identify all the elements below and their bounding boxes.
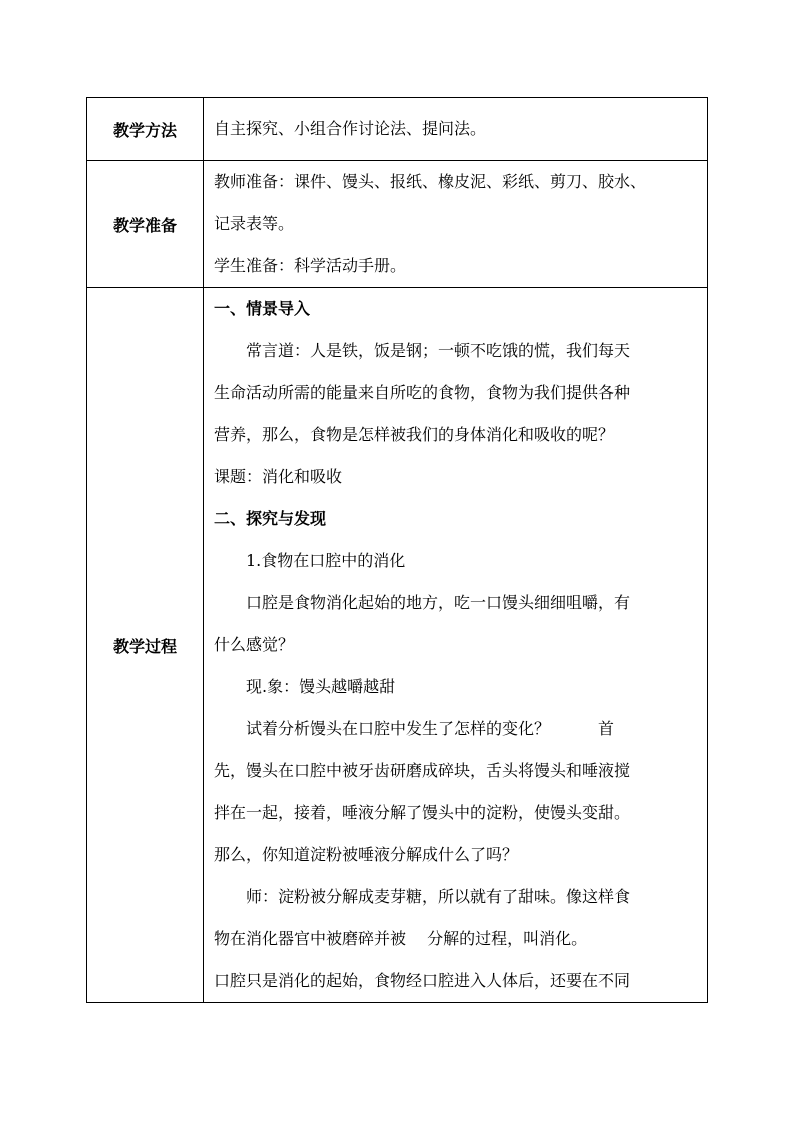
teacher-line-2: 物在消化器官中被磨碎并被 分解的过程，叫消化。	[214, 929, 588, 948]
preparation-content	[204, 161, 708, 288]
process-content	[204, 288, 708, 1003]
topic-line: 课题：消化和吸收	[214, 467, 343, 486]
section-1-heading: 一、情景导入	[214, 299, 311, 318]
method-label: 教学方法	[87, 98, 204, 161]
method-text: 自主探究、小组合作讨论法、提问法。	[214, 119, 487, 138]
preparation-label: 教学准备	[87, 161, 204, 288]
analysis-line-2: 先，馒头在口腔中被牙齿研磨成碎块，舌头将馒头和唾液搅	[214, 761, 631, 780]
teacher-prep-line-1: 教师准备：课件、馒头、报纸、橡皮泥、彩纸、剪刀、胶水、	[214, 172, 647, 191]
mouth-line-2: 什么感觉？	[214, 635, 295, 654]
student-prep: 学生准备：科学活动手册。	[214, 256, 407, 275]
section-2-heading: 二、探究与发现	[214, 509, 327, 528]
phenomenon-line: 现.象：馒头越嚼越甜	[246, 677, 396, 696]
preparation-row	[87, 161, 708, 288]
intro-line-2: 生命活动所需的能量来自所吃的食物，食物为我们提供各种	[214, 383, 631, 402]
analysis-line-3: 拌在一起，接着，唾液分解了馒头中的淀粉，使馒头变甜。	[214, 803, 631, 822]
method-content	[204, 98, 708, 161]
analysis-line-1: 试着分析馒头在口腔中发生了怎样的变化？ 首	[246, 719, 615, 738]
teacher-line-1: 师：淀粉被分解成麦芽糖，所以就有了甜味。像这样食	[246, 887, 631, 906]
process-row	[87, 288, 708, 1003]
subsection-1-title: 1.食物在口腔中的消化	[246, 551, 406, 570]
lesson-plan-table	[86, 97, 708, 1003]
mouth-line-1: 口腔是食物消化起始的地方，吃一口馒头细细咀嚼，有	[246, 593, 631, 612]
process-label: 教学过程	[87, 288, 204, 1003]
teacher-line-3: 口腔只是消化的起始，食物经口腔进入人体后，还要在不同	[214, 971, 631, 990]
teacher-prep-line-2: 记录表等。	[214, 214, 295, 233]
method-row	[87, 98, 708, 161]
analysis-line-4: 那么，你知道淀粉被唾液分解成什么了吗？	[214, 845, 519, 864]
intro-line-1: 常言道：人是铁，饭是钢；一顿不吃饿的慌，我们每天	[246, 341, 631, 360]
intro-line-3: 营养，那么，食物是怎样被我们的身体消化和吸收的呢？	[214, 425, 615, 444]
